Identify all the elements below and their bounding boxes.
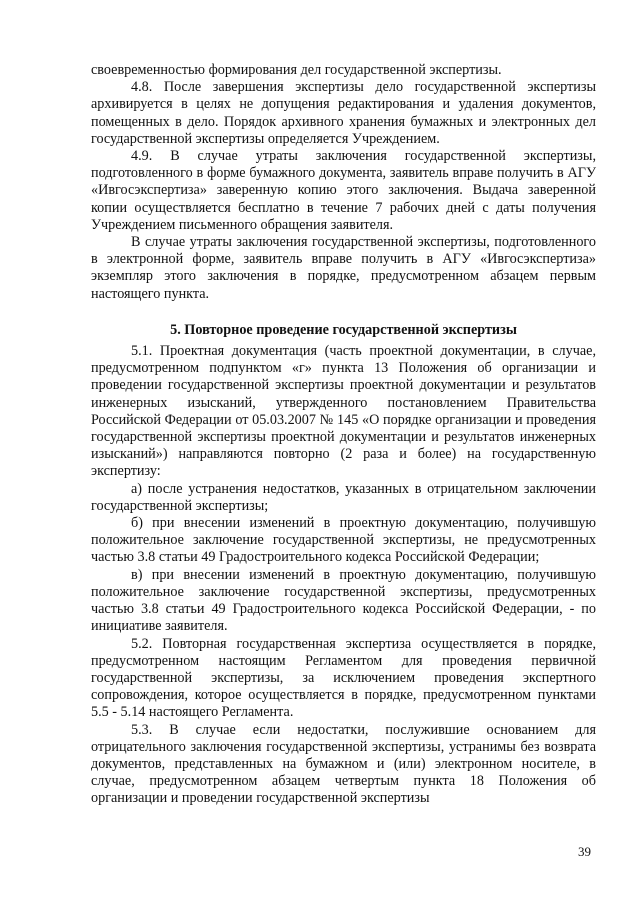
paragraphs-bottom (91, 343, 596, 807)
paragraph: В случае утраты заключения государственной экспертизы, подготовленного в электронной форме, заявитель вправе получить в АГУ «Ивгосэкспертиза» экземпляр этого заключения в порядке, предусмотренном абзацем первым настоящего пункта. (91, 234, 596, 302)
paragraph: в) при внесении изменений в проектную документацию, получившую положительное заключение государственной экспертизы, предусмотренных частью 3.8 статьи 49 Градостроительного кодекса Российской Федерации, - по инициативе заявителя. (91, 566, 596, 635)
page-number: 39 (578, 844, 591, 859)
document-body (91, 62, 596, 808)
paragraph: а) после устранения недостатков, указанных в отрицательном заключении государственной экспертизы; (91, 480, 596, 514)
paragraph: 5.3. В случае если недостатки, послужившие основанием для отрицательного заключения государственной экспертизы, устранимы без возврата документов, представленных на бумажном и (или) электронном носителе, в случае, предусмотренном абзацем четвертым пункта 18 Положения об организации и проведении государственной экспертизы (91, 721, 596, 807)
section-heading: 5. Повторное проведение государственной экспертизы (170, 321, 517, 338)
paragraph: своевременностью формирования дел государственной экспертизы. (91, 62, 502, 78)
paragraph: б) при внесении изменений в проектную документацию, получившую положительное заключение государственной экспертизы, не предусмотренных частью 3.8 статьи 49 Градостроительного кодекса Российской Федерации; (91, 515, 596, 566)
paragraphs-top (91, 62, 596, 303)
paragraph: 5.2. Повторная государственная экспертиза осуществляется в порядке, предусмотренном настоящим Регламентом для проведения первичной государственной экспертизы, за исключением проведения экспертного сопровождения, которое осуществляется в порядке, предусмотренном пунктами 5.5 - 5.14 настоящего Регламента. (91, 635, 596, 721)
paragraph: 4.8. После завершения экспертизы дело государственной экспертизы архивируется в целях не допущения редактирования и удаления документов, помещенных в дело. Порядок архивного хранения бумажных и электронных дел государственной экспертизы определяется Учреждением. (91, 79, 596, 147)
paragraph: 4.9. В случае утраты заключения государственной экспертизы, подготовленного в форме бумажного документа, заявитель вправе получить в АГУ «Ивгосэкспертиза» заверенную копию этого заключения. Выдача заверенной копии осуществляется бесплатно в течение 7 рабочих дней с даты получения Учреждением письменного обращения заявителя. (91, 148, 596, 233)
paragraph: 5.1. Проектная документация (часть проектной документации, в случае, предусмотренном подпунктом «г» пункта 13 Положения об организации и проведении государственной экспертизы проектной документации и результатов инженерных изысканий, утвержденного постановлением Правительства Российской Федерации от 05.03.2007 № 145 «О порядке организации и проведения государственной экспертизы проектной документации и результатов инженерных изысканий») направляются повторно (2 раза и более) на государственную экспертизу: (91, 343, 596, 480)
